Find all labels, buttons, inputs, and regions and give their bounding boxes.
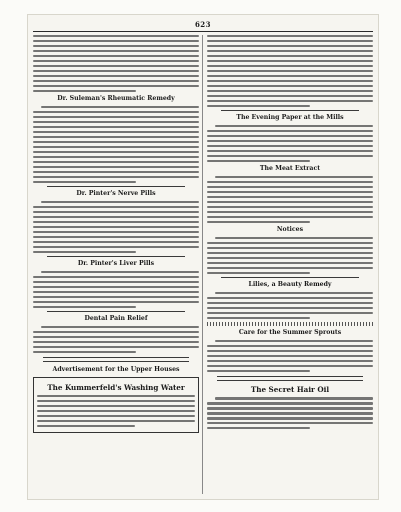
section-rule bbox=[47, 311, 185, 312]
section-rule bbox=[221, 277, 359, 278]
article-heading: The Evening Paper at the Mills bbox=[236, 113, 344, 121]
article-intro bbox=[207, 35, 373, 107]
article-body bbox=[207, 237, 373, 274]
article-heading: Dental Pain Relief bbox=[84, 315, 148, 323]
article-body bbox=[33, 106, 199, 183]
advertisement-heading: The Kummerfeld's Washing Water bbox=[47, 383, 185, 393]
article-intro bbox=[33, 35, 199, 92]
article-body bbox=[207, 397, 373, 429]
article-body bbox=[33, 271, 199, 308]
column-divider bbox=[202, 35, 203, 494]
article-body bbox=[207, 340, 373, 372]
article-heading: The Meat Extract bbox=[259, 165, 321, 173]
article-heading: The Secret Hair Oil bbox=[250, 385, 330, 395]
article-heading: Dr. Pinter's Nerve Pills bbox=[76, 189, 156, 197]
right-column bbox=[207, 35, 373, 494]
article-body bbox=[207, 292, 373, 319]
article-heading: Lilies, a Beauty Remedy bbox=[248, 281, 332, 289]
header-rule bbox=[33, 31, 373, 32]
article-heading: Dr. Pinter's Liver Pills bbox=[77, 260, 155, 267]
section-rule bbox=[47, 256, 185, 257]
newspaper-page bbox=[27, 14, 379, 500]
section-rule bbox=[217, 376, 363, 381]
left-column bbox=[33, 35, 199, 494]
section-rule bbox=[221, 110, 359, 111]
article-body bbox=[33, 326, 199, 353]
article-heading: Notices bbox=[276, 226, 304, 234]
article-heading: Care for the Summer Sprouts bbox=[238, 329, 342, 337]
article-body bbox=[207, 176, 373, 223]
article-heading: Dr. Suleman's Rheumatic Remedy bbox=[57, 95, 175, 103]
ornamental-divider bbox=[207, 322, 373, 326]
article-heading: Advertisement for the Upper Houses bbox=[52, 366, 180, 374]
page-number: 623 bbox=[194, 20, 212, 29]
section-rule bbox=[47, 186, 185, 187]
article-body bbox=[33, 201, 199, 253]
advertisement-box bbox=[33, 377, 199, 433]
section-rule bbox=[43, 357, 189, 362]
article-body bbox=[207, 125, 373, 162]
